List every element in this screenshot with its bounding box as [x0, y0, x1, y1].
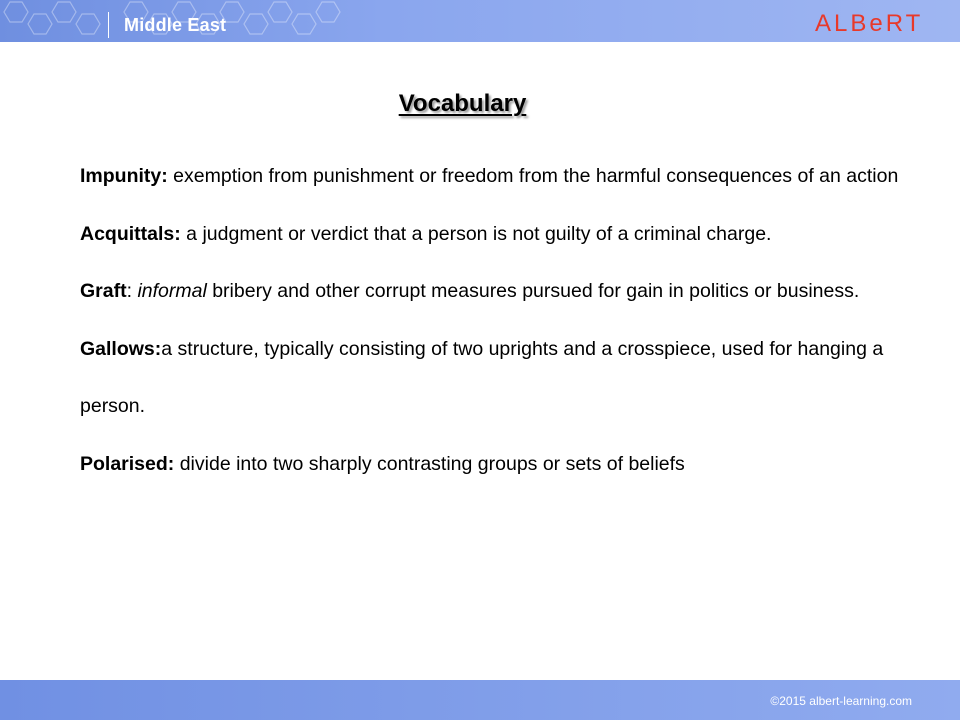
vocab-entry-impunity	[80, 148, 930, 206]
footer-bar	[0, 680, 960, 720]
vocab-usage-label: informal	[137, 280, 207, 302]
vocab-term: Polarised:	[80, 452, 175, 475]
vocab-entry-polarised	[80, 436, 930, 494]
vocab-entry-gallows	[80, 321, 930, 436]
vocab-definition: a structure, typically consisting of two uprights and a crosspiece, used for hanging a person.	[80, 337, 884, 417]
header-bar	[0, 0, 960, 42]
header-divider	[108, 12, 109, 38]
copyright-text: ©2015 albert-learning.com	[770, 694, 912, 708]
vocab-term: Graft	[80, 280, 127, 302]
vocab-definition: divide into two sharply contrasting groups or sets of beliefs	[174, 452, 685, 475]
page-title: Vocabulary	[398, 90, 527, 117]
vocab-entry-graft	[80, 263, 930, 321]
vocab-term: Acquittals:	[80, 222, 181, 245]
vocab-term: Gallows:	[80, 337, 162, 360]
vocab-separator: :	[126, 280, 138, 302]
albert-logo: ALBeRT	[815, 10, 924, 37]
vocab-definition: bribery and other corrupt measures pursued for gain in politics or business.	[206, 280, 860, 302]
vocabulary-list	[80, 148, 930, 493]
vocab-definition: a judgment or verdict that a person is not guilty of a criminal charge.	[180, 222, 772, 245]
vocab-entry-acquittals	[80, 206, 930, 264]
section-title: Middle East	[124, 15, 227, 35]
vocab-definition: exemption from punishment or freedom from the harmful consequences of an action	[167, 165, 899, 187]
vocab-term: Impunity:	[80, 165, 168, 187]
